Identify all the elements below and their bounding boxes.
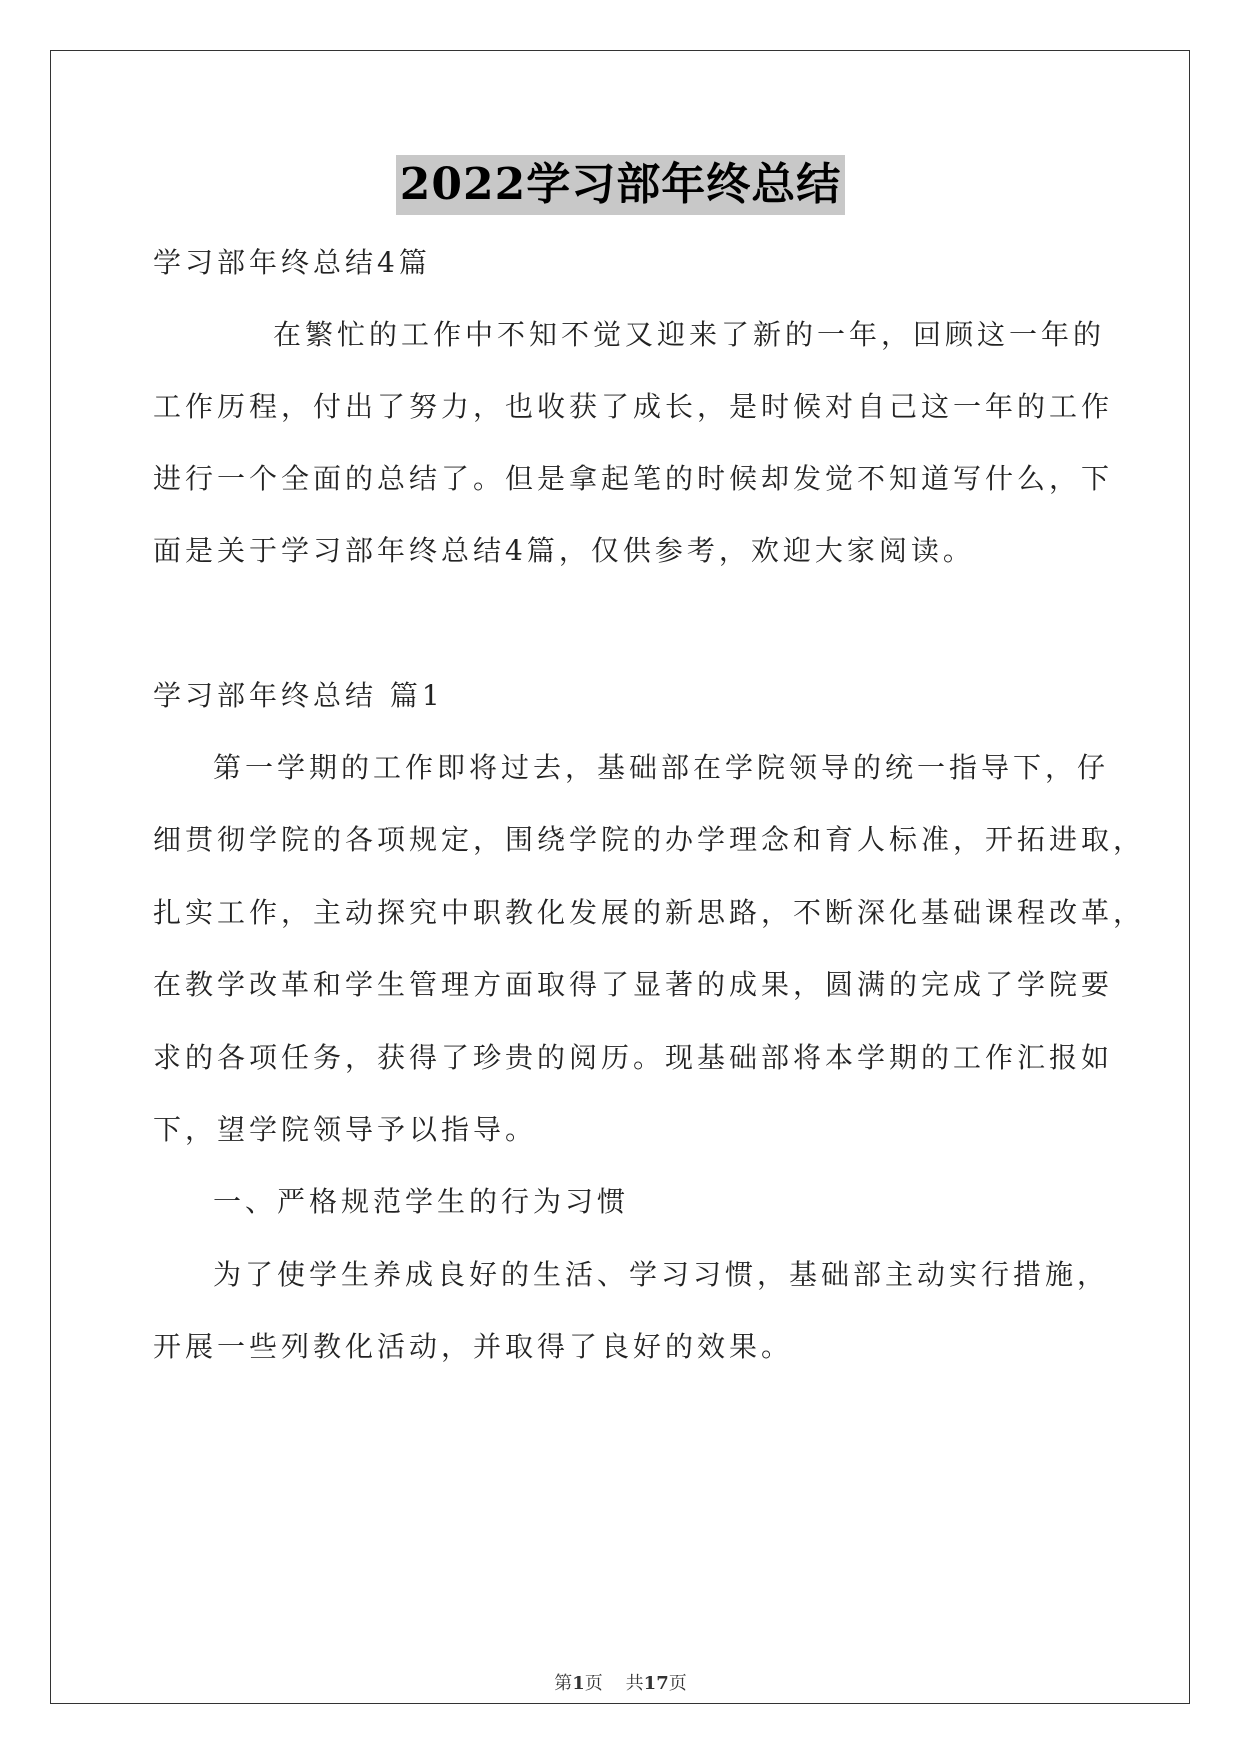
intro-line: 工作历程，付出了努力，也收获了成长，是时候对自己这一年的工作 [153,390,1114,423]
body-line: 第一学期的工作即将过去，基础部在学院领导的统一指导下，仔 [213,751,1110,784]
total-suffix: 页 [668,1673,687,1694]
page-prefix: 第 [554,1673,573,1694]
intro-line: 在繁忙的工作中不知不觉又迎来了新的一年，回顾这一年的 [273,318,1106,351]
body-line: 下，望学院领导予以指导。 [153,1113,538,1146]
body-line: 求的各项任务，获得了珍贵的阅历。现基础部将本学期的工作汇报如 [153,1041,1114,1074]
subheading: 一、严格规范学生的行为习惯 [213,1185,630,1218]
total-prefix: 共 [625,1673,644,1694]
body-line: 扎实工作，主动探究中职教化发展的新思路，不断深化基础课程改革， [153,896,1146,929]
page-suffix: 页 [584,1673,603,1694]
document-subtitle: 学习部年终总结4篇 [153,246,431,279]
body-line: 为了使学生养成良好的生活、学习习惯，基础部主动实行措施， [213,1258,1110,1291]
body-line: 细贯彻学院的各项规定，围绕学院的办学理念和育人标准，开拓进取， [153,823,1146,856]
page-border [50,50,1190,1704]
body-line: 在教学改革和学生管理方面取得了显著的成果，圆满的完成了学院要 [153,968,1114,1001]
title-container [0,155,1241,215]
page-number: 1 [572,1673,585,1694]
intro-line: 进行一个全面的总结了。但是拿起笔的时候却发觉不知道写什么，下 [153,462,1114,495]
section-heading: 学习部年终总结 篇1 [153,679,444,712]
body-line: 开展一些列教化活动，并取得了良好的效果。 [153,1330,794,1363]
intro-line: 面是关于学习部年终总结4篇，仅供参考，欢迎大家阅读。 [153,534,975,567]
document-title: 2022学习部年终总结 [396,155,845,215]
total-pages: 17 [643,1673,669,1694]
page-footer [0,1672,1241,1696]
